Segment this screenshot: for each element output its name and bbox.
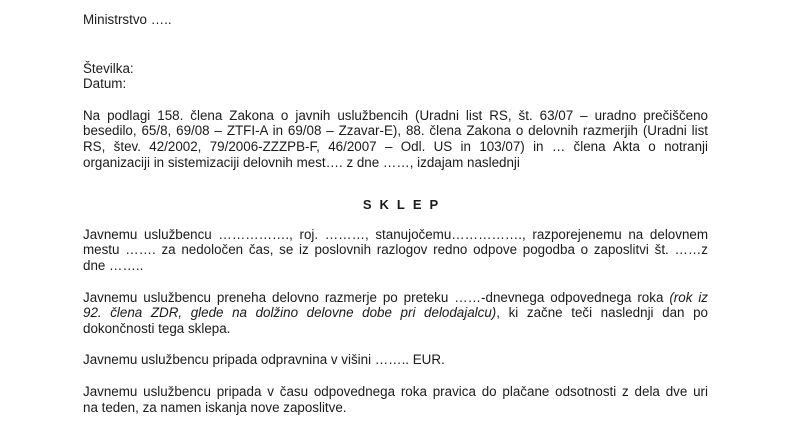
number-label: Številka: (83, 60, 134, 76)
notice-italic-text: (rok iz (669, 289, 708, 305)
notice-italic-text: 92. člena ZDR, glede na dolžino delovne dobe pri delodajalcu) (83, 305, 497, 321)
paragraph-notice-period (83, 290, 708, 337)
document-title: SKLEP (362, 197, 447, 213)
paragraph-line: na teden, za namen iskanja nove zaposlitve. (83, 399, 347, 415)
paragraph-line: dne …….. (83, 257, 144, 273)
preamble-paragraph (83, 108, 708, 170)
paragraph-line: dokončnosti tega sklepa. (83, 320, 231, 336)
paragraph-severance: Javnemu uslužbencu pripada odpravnina v višini …….. EUR. (83, 352, 445, 368)
paragraph-line (83, 290, 708, 306)
paragraph-line (83, 305, 708, 321)
notice-text: , ki začne teči naslednji dan po (496, 305, 708, 321)
ministry-line: Ministrstvo ….. (83, 12, 172, 27)
document-page (83, 12, 708, 415)
paragraph-line: Javnemu uslužbencu ……………., roj. ………, stanujočemu……………., razporejenemu na delovnem (83, 226, 708, 242)
paragraph-dismissal (83, 227, 708, 274)
preamble-line: organizaciji in sistemizaciji delovnih mest…. z dne ……, izdajam naslednji (83, 154, 520, 170)
date-label: Datum: (83, 76, 127, 92)
preamble-line: RS, štev. 42/2002, 79/2006-ZZZPB-F, 46/2007 – Odl. US in 103/07) in … člena Akta o notranji (83, 138, 708, 154)
paragraph-line: Javnemu uslužbencu pripada v času odpovednega roka pravica do plačane odsotnosti z dela dve uri (83, 383, 708, 399)
preamble-line: besedilo, 65/8, 69/08 – ZTFI-A in 69/08 – Zzavar-E), 88. člena Zakona o delovnih razmerjih (Uradni list (83, 123, 708, 139)
preamble-line: Na podlagi 158. člena Zakona o javnih uslužbencih (Uradni list RS, št. 63/07 – uradno prečiščeno (83, 107, 708, 123)
paragraph-leave (83, 384, 708, 415)
notice-text: Javnemu uslužbencu preneha delovno razmerje po preteku ……-dnevnega odpovednega roka (83, 289, 664, 305)
paragraph-line: mestu ……. za nedoločen čas, se iz poslovnih razlogov redno odpove pogodba o zaposlitvi št. ……z (83, 242, 708, 258)
